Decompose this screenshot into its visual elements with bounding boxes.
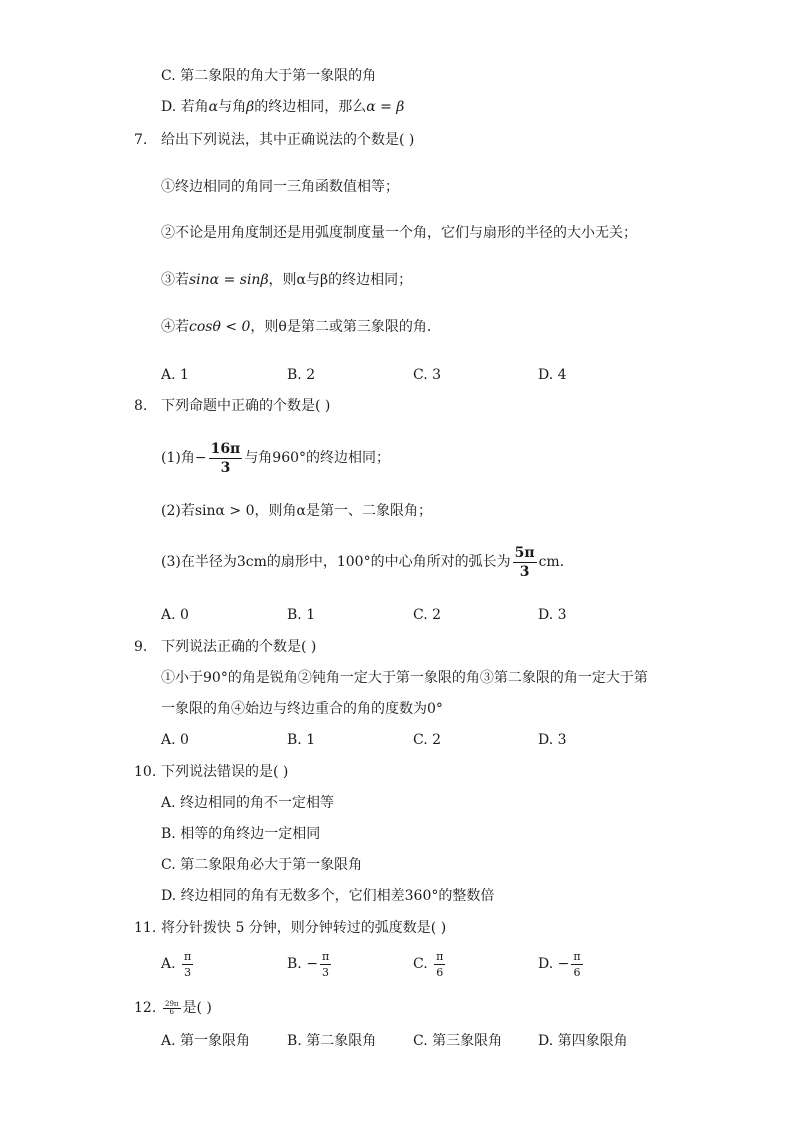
fraction: $\frac{\pi}{3}$ [321,949,330,979]
q11-option-b: B. − $\frac{\pi}{3}$ [287,949,330,979]
fraction: $\frac{\pi}{6}$ [436,949,444,979]
q7-stem: 给出下列说法，其中正确说法的个数是( ) [161,132,415,148]
q11-stem: 将分针拨快 5 分钟，则分钟转过的弧度数是( ) [161,920,447,936]
q12-number: 12. [134,1000,157,1016]
q7-statement-3: ③若sinα = sinβ，则α与β的终边相同； [161,272,413,288]
q11-option-c: C. $\frac{\pi}{6}$ [413,949,444,979]
q8-option-b: B. 1 [287,607,316,623]
fraction: $\frac{16\pi}{3}$ [210,440,241,476]
q10-option-c: C. 第二象限角必大于第一象限角 [161,857,363,873]
q10-number: 10. [134,764,157,780]
q11-option-d: D. − $\frac{\pi}{6}$ [538,949,581,979]
q6-option-d: D. 若角α与角β的终边相同，那么α = β [161,99,405,115]
q8-number: 8. [134,398,148,414]
q10-option-b: B. 相等的角终边一定相同 [161,826,321,842]
q12-option-c: C. 第三象限角 [413,1033,503,1049]
q9-number: 9. [134,639,148,655]
q8-option-a: A. 0 [161,607,189,623]
q12-option-b: B. 第二象限角 [287,1033,377,1049]
q9-option-d: D. 3 [538,732,567,748]
q9-option-b: B. 1 [287,732,316,748]
q7-option-a: A. 1 [161,367,189,383]
q11-option-a: A. $\frac{\pi}{3}$ [161,949,192,979]
q7-statement-1: ①终边相同的角同一三角函数值相等； [161,179,399,195]
q9-option-a: A. 0 [161,732,189,748]
q8-option-c: C. 2 [413,607,442,623]
fraction: $\frac{5\pi}{3}$ [514,544,535,580]
fraction: $\frac{29\pi}{6}$ [165,999,179,1016]
q7-number: 7. [134,132,148,148]
fraction: $\frac{\pi}{6}$ [573,949,581,979]
q9-option-c: C. 2 [413,732,442,748]
q12-option-d: D. 第四象限角 [538,1033,628,1049]
q12-option-a: A. 第一象限角 [161,1033,251,1049]
fraction: $\frac{\pi}{3}$ [184,949,192,979]
q9-line-1: ①小于90°的角是锐角②钝角一定大于第一象限的角③第二象限的角一定大于第 [161,670,648,686]
q8-statement-1: (1)角− $\frac{16\pi}{3}$ 与角960°的终边相同； [161,440,391,476]
q7-option-d: D. 4 [538,367,567,383]
q8-statement-3: (3)在半径为3cm的扇形中，100°的中心角所对的弧长为 $\frac{5\pi}{3}$ cm． [161,544,574,580]
q8-statement-2: (2)若sinα > 0，则角α是第一、二象限角； [161,503,432,519]
q9-line-2: 一象限的角④始边与终边重合的角的度数为0° [161,701,443,717]
q7-statement-4: ④若cosθ < 0，则θ是第二或第三象限的角． [161,319,441,335]
q10-option-a: A. 终边相同的角不一定相等 [161,795,335,811]
q12-stem: $\frac{29\pi}{6}$ 是( ) [165,999,212,1016]
q10-stem: 下列说法错误的是( ) [161,764,289,780]
q7-option-b: B. 2 [287,367,316,383]
q7-option-c: C. 3 [413,367,442,383]
q9-stem: 下列说法正确的个数是( ) [161,639,317,655]
q8-option-d: D. 3 [538,607,567,623]
q8-stem: 下列命题中正确的个数是( ) [161,398,331,414]
q10-option-d: D. 终边相同的角有无数多个，它们相差360°的整数倍 [161,888,495,904]
q6-option-c: C. 第二象限的角大于第一象限的角 [161,68,377,84]
q7-statement-2: ②不论是用角度制还是用弧度制度量一个角，它们与扇形的半径的大小无关； [161,225,637,241]
q11-number: 11. [134,920,157,936]
